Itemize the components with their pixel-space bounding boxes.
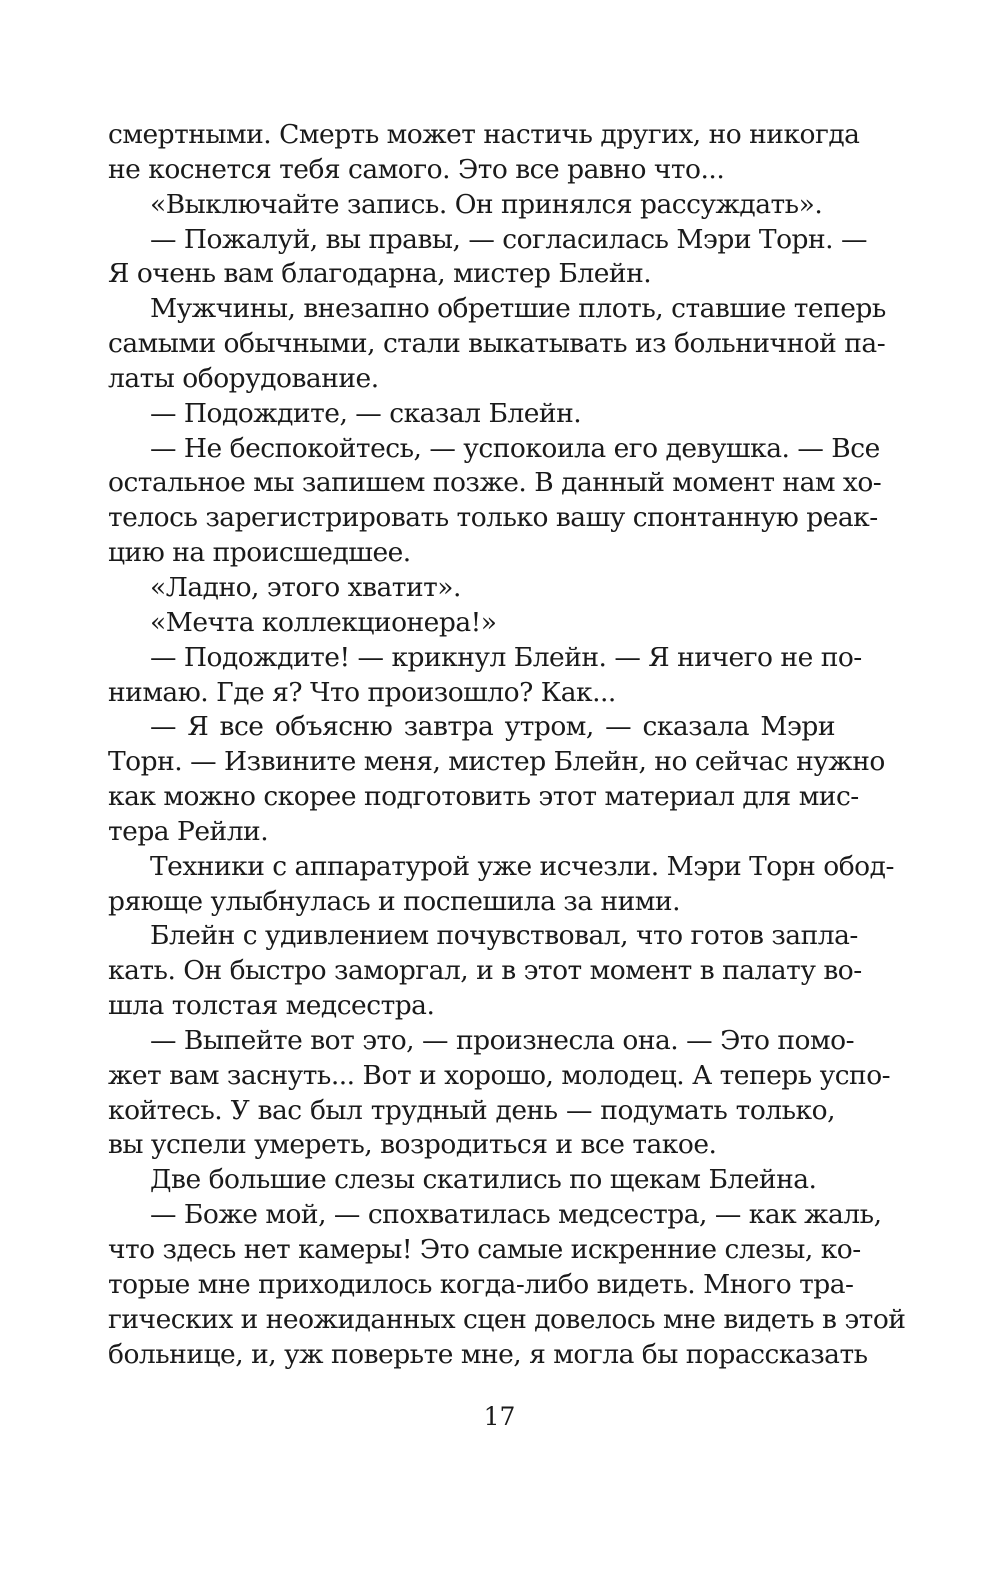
text-line: Я очень вам благодарна, мистер Блейн. xyxy=(108,258,652,290)
text-line: — Я все объясню завтра утром, — сказала Мэри xyxy=(150,711,835,743)
text-line: Торн. — Извините меня, мистер Блейн, но сейчас нужно xyxy=(108,746,885,778)
text-line: «Мечта коллекционера!» xyxy=(150,606,497,638)
text-line: — Пожалуй, вы правы, — согласилась Мэри Торн. — xyxy=(150,223,868,255)
text-line: «Выключайте запись. Он принялся рассуждать». xyxy=(150,188,823,220)
text-line: латы оборудование. xyxy=(108,362,379,394)
text-line: как можно скорее подготовить этот материал для мис- xyxy=(108,781,859,813)
text-line: Мужчины, внезапно обретшие плоть, ставшие теперь xyxy=(150,293,886,325)
text-line: нимаю. Где я? Что произошло? Как... xyxy=(108,676,616,708)
page-number: 17 xyxy=(483,1402,516,1431)
text-line: — Подождите! — крикнул Блейн. — Я ничего не по- xyxy=(150,641,862,673)
text-line: — Боже мой, — спохватилась медсестра, — как жаль, xyxy=(150,1199,882,1231)
text-line: не коснется тебя самого. Это все равно что... xyxy=(108,153,725,185)
text-line: торые мне приходилось когда-либо видеть. Много тра- xyxy=(108,1268,854,1300)
text-line: Блейн с удивлением почувствовал, что готов запла- xyxy=(150,920,858,952)
text-line: самыми обычными, стали выкатывать из больничной па- xyxy=(108,328,886,360)
text-line: больнице, и, уж поверьте мне, я могла бы порассказать xyxy=(108,1338,868,1370)
text-line: Техники с аппаратурой уже исчезли. Мэри Торн обод- xyxy=(150,850,894,882)
text-line: — Не беспокойтесь, — успокоила его девушка. — Все xyxy=(150,432,880,464)
text-line: Две большие слезы скатились по щекам Блейна. xyxy=(150,1164,817,1196)
text-line: — Подождите, — сказал Блейн. xyxy=(150,397,582,429)
text-line: вы успели умереть, возродиться и все такое. xyxy=(108,1129,717,1161)
text-line: тера Рейли. xyxy=(108,815,269,847)
text-line: — Выпейте вот это, — произнесла она. — Это помо- xyxy=(150,1024,855,1056)
text-line: ряюще улыбнулась и поспешила за ними. xyxy=(108,885,680,917)
text-line: жет вам заснуть... Вот и хорошо, молодец. А теперь успо- xyxy=(108,1059,891,1091)
text-line: гических и неожиданных сцен довелось мне видеть в этой xyxy=(108,1303,906,1335)
text-line: «Ладно, этого хватит». xyxy=(150,571,461,603)
text-line: телось зарегистрировать только вашу спонтанную реак- xyxy=(108,502,878,534)
text-line: койтесь. У вас был трудный день — подумать только, xyxy=(108,1094,835,1126)
text-line: остальное мы запишем позже. В данный момент нам хо- xyxy=(108,467,882,499)
text-line: цию на происшедшее. xyxy=(108,537,411,569)
text-line: кать. Он быстро заморгал, и в этот момент в палату во- xyxy=(108,955,862,987)
text-line: смертными. Смерть может настичь других, но никогда xyxy=(108,119,860,150)
text-line: что здесь нет камеры! Это самые искренние слезы, ко- xyxy=(108,1234,861,1265)
text-line: шла толстая медсестра. xyxy=(108,990,435,1022)
body-text xyxy=(108,118,906,1372)
